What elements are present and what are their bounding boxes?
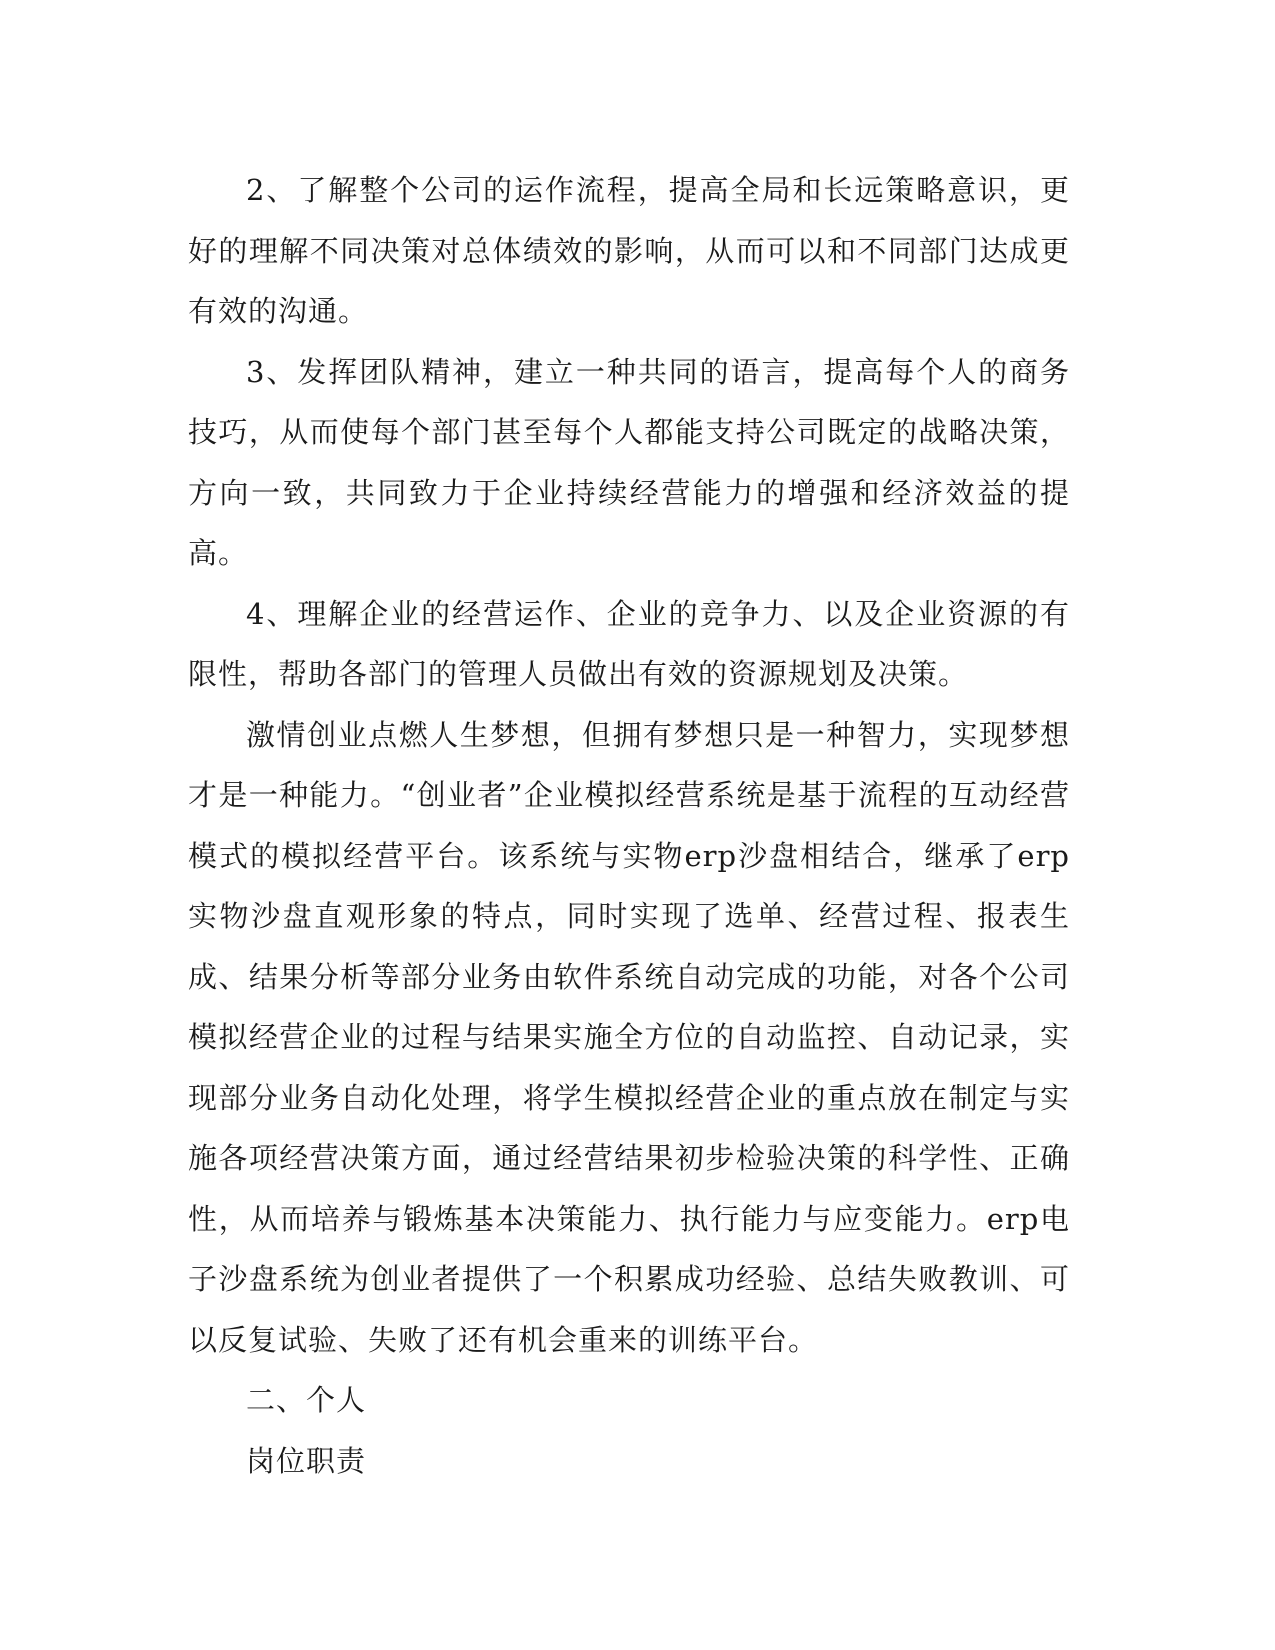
subheading: 岗位职责 [246,1443,367,1478]
section-heading: 二、个人 [246,1383,367,1417]
paragraph-point-4: 4、理解企业的经营运作、企业的竞争力、以及企业资源的有限性，帮助各部门的管理人员做出有效的资源规划及决策。 [188,596,1070,691]
paragraph-point-2: 2、了解整个公司的运作流程，提高全局和长远策略意识，更好的理解不同决策对总体绩效的影响，从而可以和不同部门达成更有效的沟通。 [188,173,1070,328]
paragraph-point-3: 3、发挥团队精神，建立一种共同的语言，提高每个人的商务技巧，从而使每个部门甚至每个人都能支持公司既定的战略决策，方向一致，共同致力于企业持续经营能力的增强和经济效益的提高。 [188,354,1070,570]
document-body [188,160,1070,1491]
paragraph-erp-system: 激情创业点燃人生梦想，但拥有梦想只是一种智力，实现梦想才是一种能力。“创业者”企业模拟经营系统是基于流程的互动经营模式的模拟经营平台。该系统与实物erp沙盘相结合，继承了erp实物沙盘直观形象的特点，同时实现了选单、经营过程、报表生成、结果分析等部分业务由软件系统自动完成的功能，对各个公司模拟经营企业的过程与结果实施全方位的自动监控、自动记录，实现部分业务自动化处理，将学生模拟经营企业的重点放在制定与实施各项经营决策方面，通过经营结果初步检验决策的科学性、正确性，从而培养与锻炼基本决策能力、执行能力与应变能力。erp电子沙盘系统为创业者提供了一个积累成功经验、总结失败教训、可以反复试验、失败了还有机会重来的训练平台。 [188,717,1070,1357]
